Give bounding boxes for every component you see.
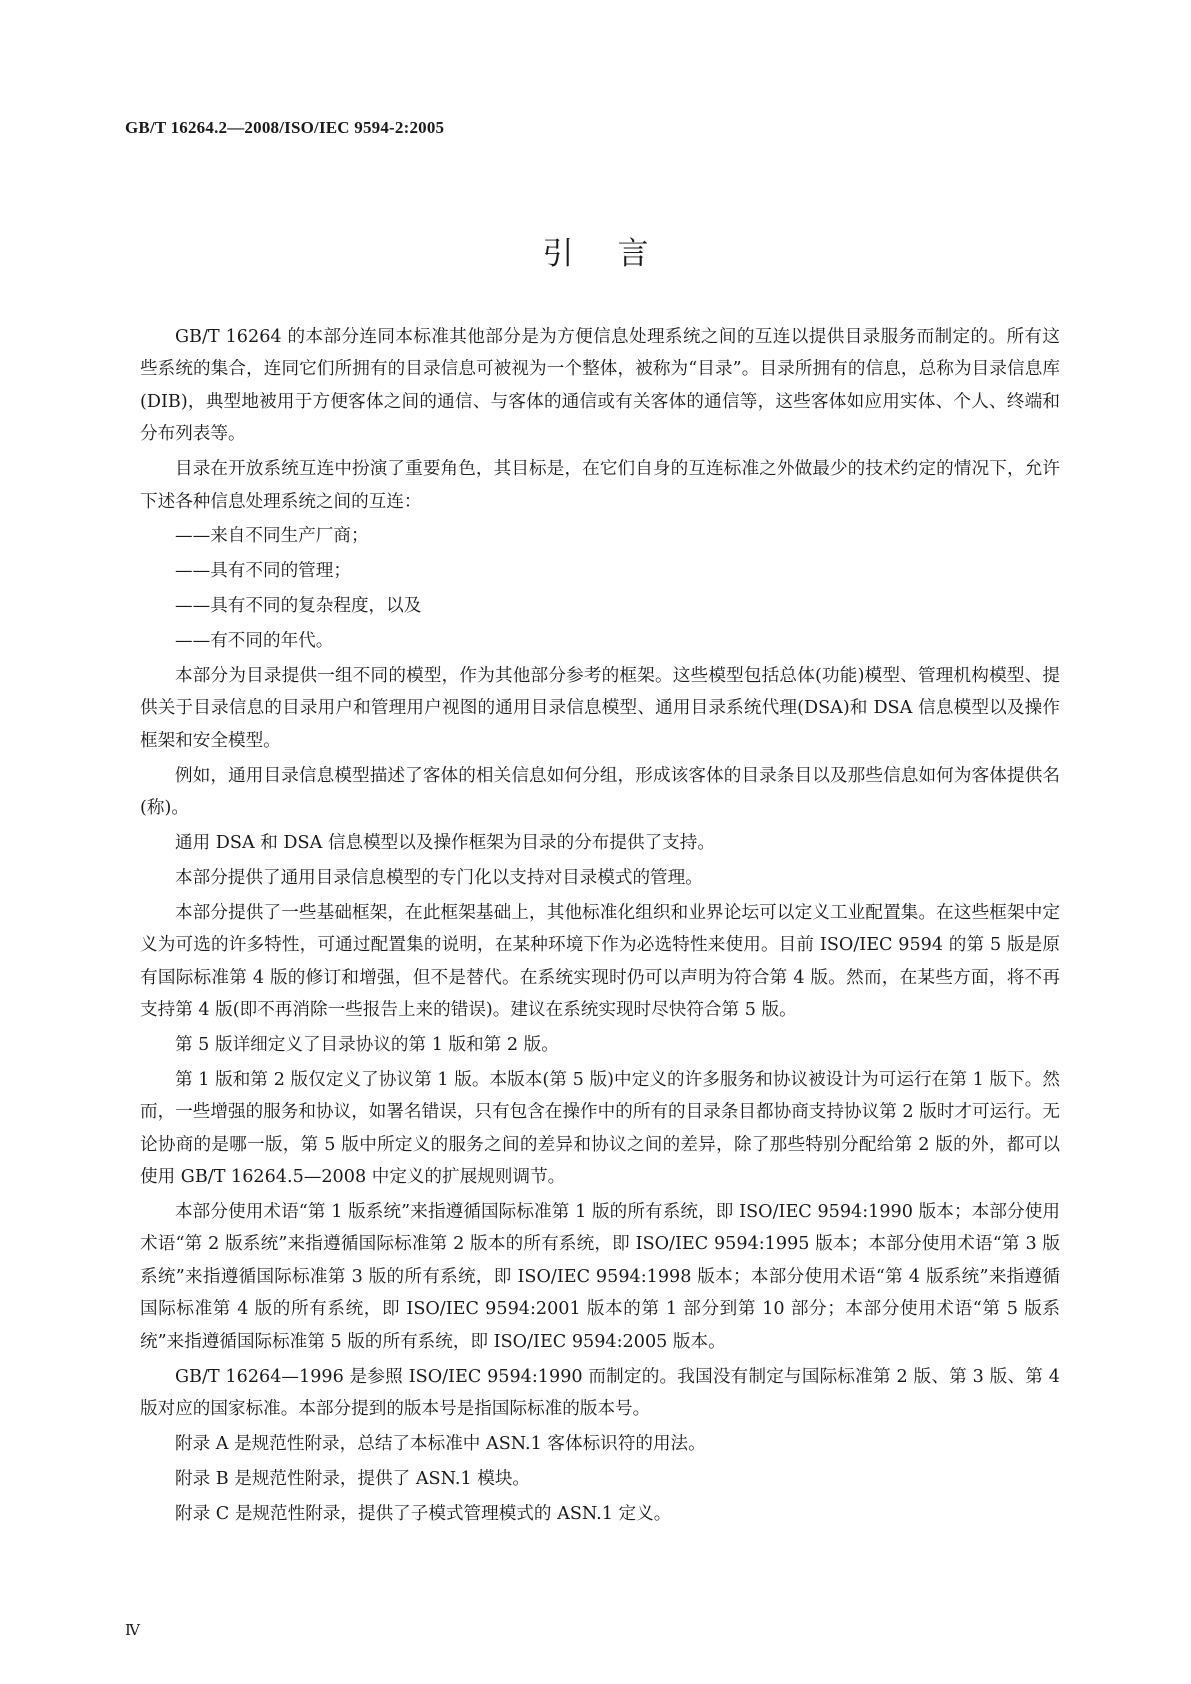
paragraph: 本部分提供了一些基础框架，在此框架基础上，其他标准化组织和业界论坛可以定义工业配置集。在这些框架中定义为可选的许多特性，可通过配置集的说明，在某种环境下作为必选特性来使用。目前 ISO/IEC 9594 的第 5 版是原有国际标准第 4 版的修订和增强，但不是替代。在系统实现时仍可以声明为符合第 4 版。然而，在某些方面，将不再支持第 4 版(即不再消除一些报告上来的错误)。建议在系统实现时尽快符合第 5 版。: [140, 902, 1060, 1021]
standard-code-header: GB/T 16264.2—2008/ISO/IEC 9594-2:2005: [125, 118, 445, 137]
paragraph: 本部分提供了通用目录信息模型的专门化以支持对目录模式的管理。: [175, 868, 703, 888]
paragraph: 附录 C 是规范性附录，提供了子模式管理模式的 ASN.1 定义。: [175, 1503, 672, 1524]
paragraph: 附录 A 是规范性附录，总结了本标准中 ASN.1 客体标识符的用法。: [175, 1433, 706, 1454]
paragraph: GB/T 16264 的本部分连同本标准其他部分是为方便信息处理系统之间的互连以提供目录服务而制定的。所有这些系统的集合，连同它们所拥有的目录信息可被视为一个整体，被称为“目录”。目录所拥有的信息，总称为目录信息库(DIB)，典型地被用于方便客体之间的通信、与客体的通信或有关客体的通信等，这些客体如应用实体、个人、终端和分布列表等。: [140, 327, 1060, 445]
paragraph: 本部分为目录提供一组不同的模型，作为其他部分参考的框架。这些模型包括总体(功能)模型、管理机构模型、提供关于目录信息的目录用户和管理用户视图的通用目录信息模型、通用目录系统代理(DSA)和 DSA 信息模型以及操作框架和安全模型。: [140, 666, 1060, 751]
page-title: 引言: [542, 236, 693, 272]
list-item: ——来自不同生产厂商；: [175, 526, 369, 547]
paragraph: 第 5 版详细定义了目录协议的第 1 版和第 2 版。: [175, 1035, 559, 1056]
paragraph: 目录在开放系统互连中扮演了重要角色，其目标是，在它们自身的互连标准之外做最少的技术约定的情况下，允许下述各种信息处理系统之间的互连：: [140, 459, 1060, 512]
paragraph: 附录 B 是规范性附录，提供了 ASN.1 模块。: [175, 1468, 531, 1489]
paragraph: 例如，通用目录信息模型描述了客体的相关信息如何分组，形成该客体的目录条目以及那些信息如何为客体提供名(称)。: [140, 765, 1060, 819]
document-body: [140, 321, 1060, 1533]
paragraph: 第 1 版和第 2 版仅定义了协议第 1 版。本版本(第 5 版)中定义的许多服务和协议被设计为可运行在第 1 版下。然而，一些增强的服务和协议，如署名错误，只有包含在操作中的所有的目录条目都协商支持协议第 2 版时才可运行。无论协商的是哪一版，第 5 版中所定义的服务之间的差异和协议之间的差异，除了那些特别分配给第 2 版的外，都可以使用 GB/T 16264.5—2008 中定义的扩展规则调节。: [140, 1069, 1060, 1188]
page-number: Ⅳ: [125, 1623, 140, 1639]
list-item: ——具有不同的复杂程度，以及: [175, 596, 422, 617]
paragraph: GB/T 16264—1996 是参照 ISO/IEC 9594:1990 而制定的。我国没有制定与国际标准第 2 版、第 3 版、第 4 版对应的国家标准。本部分提到的版本号是指国际标准的版本号。: [140, 1366, 1060, 1419]
list-item: ——有不同的年代。: [175, 631, 334, 652]
list-item: ——具有不同的管理；: [175, 561, 351, 582]
paragraph: 本部分使用术语“第 1 版系统”来指遵循国际标准第 1 版的所有系统，即 ISO/IEC 9594:1990 版本；本部分使用术语“第 2 版系统”来指遵循国际标准第 2 版本的所有系统，即 ISO/IEC 9594:1995 版本；本部分使用术语“第 3 版系统”来指遵循国际标准第 3 版的所有系统，即 ISO/IEC 9594:1998 版本；本部分使用术语“第 4 版系统”来指遵循国际标准第 4 版的所有系统，即 ISO/IEC 9594:2001 版本的第 1 部分到第 10 部分；本部分使用术语“第 5 版系统”来指遵循国际标准第 5 版的所有系统，即 ISO/IEC 9594:2005 版本。: [140, 1202, 1060, 1352]
paragraph: 通用 DSA 和 DSA 信息模型以及操作框架为目录的分布提供了支持。: [175, 833, 715, 854]
